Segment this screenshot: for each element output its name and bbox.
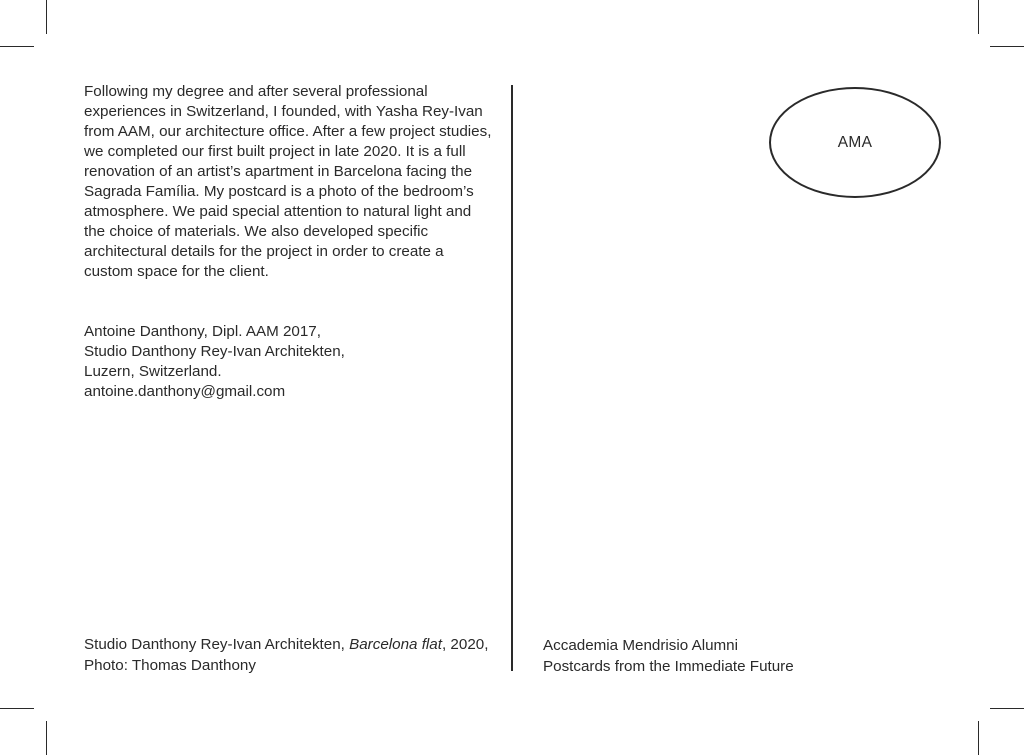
stamp-ellipse: [769, 87, 941, 198]
crop-mark-top-right-horizontal: [990, 46, 1024, 47]
postcard-divider: [511, 85, 513, 671]
crop-mark-bottom-left-horizontal: [0, 708, 34, 709]
signature-location: Luzern, Switzerland.: [84, 363, 222, 380]
crop-mark-top-left-vertical: [46, 0, 47, 34]
caption-details: , 2020, Photo: Thomas Danthony: [84, 636, 489, 674]
photo-caption: [84, 634, 494, 676]
caption-studio: Studio Danthony Rey-Ivan Architekten,: [84, 636, 345, 653]
publisher-series: Postcards from the Immediate Future: [543, 658, 794, 675]
crop-mark-bottom-left-vertical: [46, 721, 47, 755]
crop-mark-top-left-horizontal: [0, 46, 34, 47]
publisher-block: [543, 635, 963, 677]
signature-block: [84, 322, 494, 402]
publisher-name: Accademia Mendrisio Alumni: [543, 637, 738, 654]
crop-mark-bottom-right-horizontal: [990, 708, 1024, 709]
stamp-label: AMA: [837, 133, 873, 151]
signature-name: Antoine Danthony, Dipl. AAM 2017,: [84, 323, 321, 340]
postcard-message: [84, 82, 494, 282]
signature-studio: Studio Danthony Rey-Ivan Architekten,: [84, 343, 345, 360]
caption-project-title: Barcelona flat: [349, 636, 442, 653]
signature-email[interactable]: antoine.danthony@gmail.com: [84, 383, 286, 400]
crop-mark-top-right-vertical: [978, 0, 979, 34]
crop-mark-bottom-right-vertical: [978, 721, 979, 755]
message-paragraph: Following my degree and after several professional experiences in Switzerland, I founded, with Yasha Rey-Ivan from AAM, our architecture office. After a few project studies, we completed our first built project in late 2020. It is a full renovation of an artist’s apartment in Barcelona facing the Sagrada Família. My postcard is a photo of the bedroom’s atmosphere. We paid special attention to natural light and the choice of materials. We also developed specific architectural details for the project in order to create a custom space for the client.: [84, 83, 492, 280]
